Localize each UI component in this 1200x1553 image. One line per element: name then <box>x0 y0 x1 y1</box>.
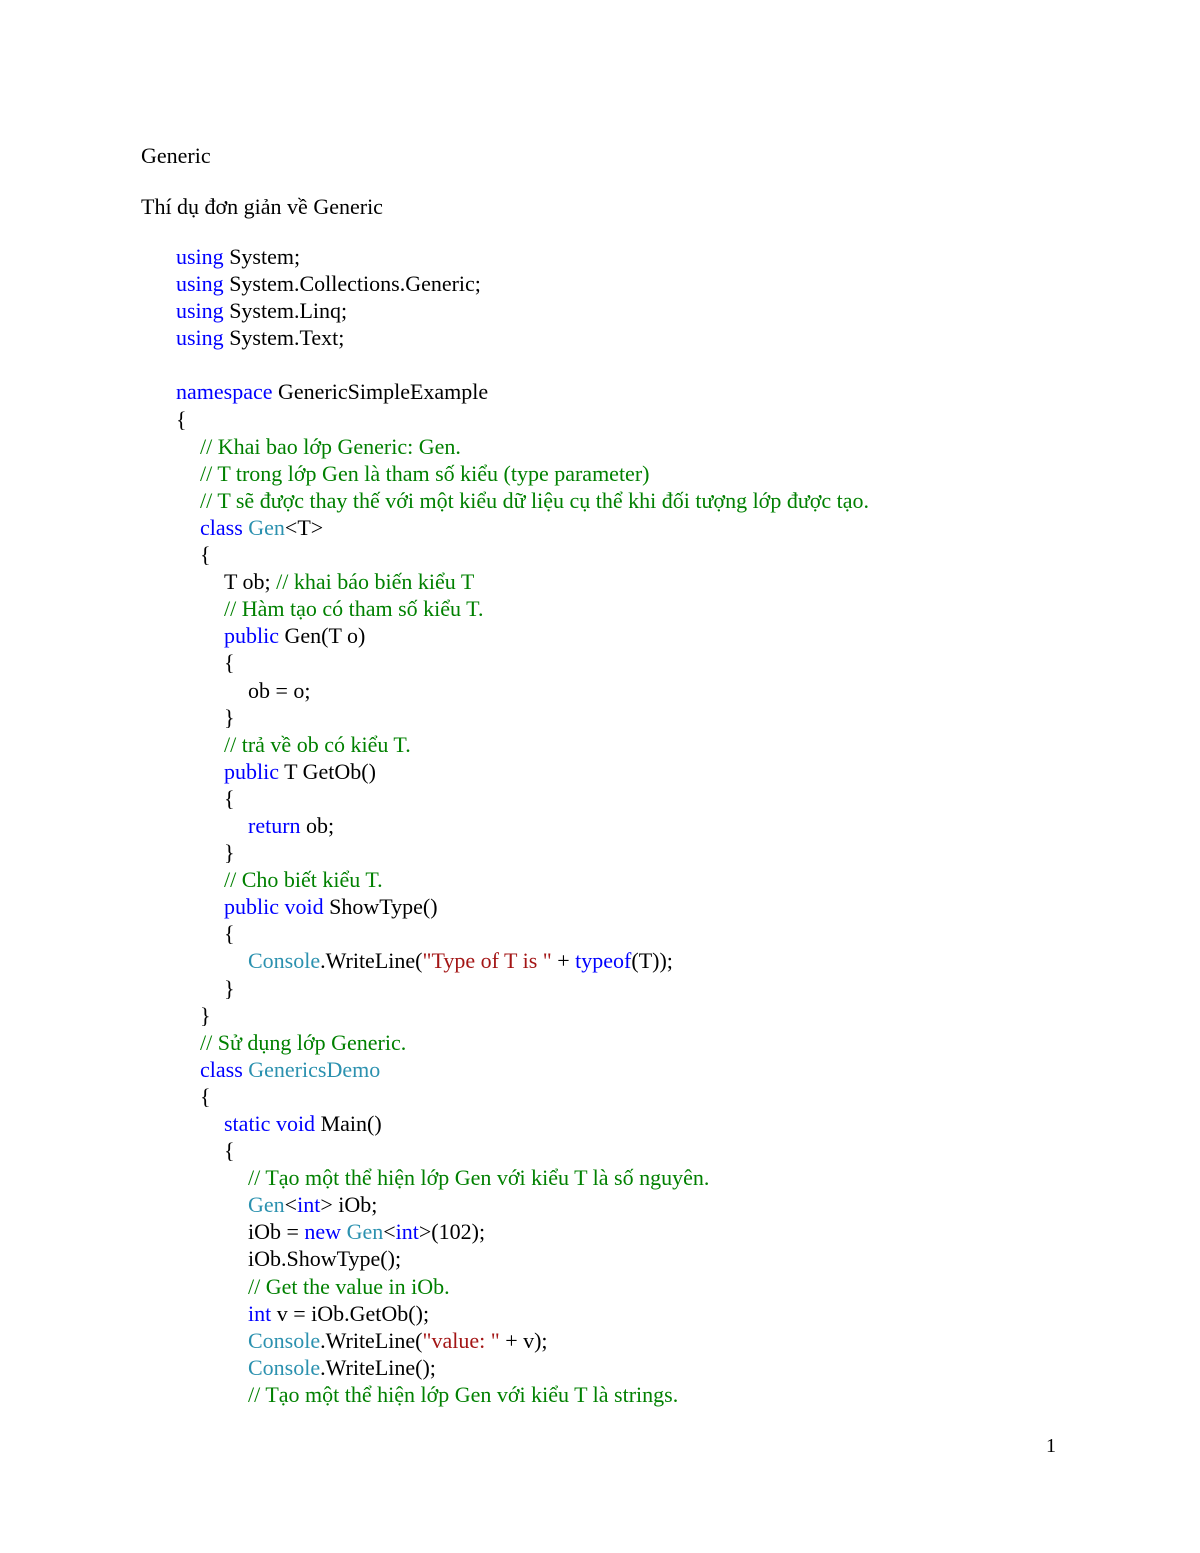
code-line <box>176 1056 1136 1083</box>
code-line <box>176 920 1136 947</box>
code-token-keyword: public <box>224 758 279 784</box>
code-token-plain: <T> <box>284 514 324 540</box>
code-token-comment: // Khai bao lớp Generic: Gen. <box>200 433 461 459</box>
code-token-keyword: new <box>304 1219 342 1245</box>
code-token-keyword: namespace <box>176 379 273 405</box>
code-token-plain: >(102); <box>418 1219 486 1245</box>
code-line <box>176 487 1136 514</box>
code-line <box>176 406 1136 433</box>
page-number: 1 <box>1046 1435 1056 1457</box>
code-line <box>176 1273 1136 1300</box>
code-line <box>176 1245 1136 1272</box>
code-token-plain: Main() <box>315 1111 382 1136</box>
code-token-plain: ob = o; <box>248 677 311 703</box>
code-token-plain: System.Text; <box>223 325 345 351</box>
code-token-type: Console <box>248 948 321 974</box>
code-token-plain: Gen(T o) <box>279 623 366 649</box>
code-block <box>176 243 1136 1408</box>
code-token-type: GenericsDemo <box>248 1056 381 1082</box>
code-line <box>176 731 1136 758</box>
code-line <box>176 622 1136 649</box>
code-line <box>176 243 1136 270</box>
code-token-plain: { <box>224 785 235 811</box>
code-line <box>176 514 1136 541</box>
code-line <box>176 1137 1136 1164</box>
code-token-type: Console <box>248 1354 321 1380</box>
code-token-comment: // Tạo một thể hiện lớp Gen với kiểu T là strings. <box>248 1381 679 1407</box>
code-token-plain: System; <box>223 244 301 269</box>
code-line <box>176 1381 1136 1408</box>
code-token-plain: iOb.ShowType(); <box>248 1246 402 1272</box>
code-token-plain: > iOb; <box>320 1192 378 1218</box>
code-line <box>176 270 1136 297</box>
code-token-keyword: using <box>176 298 224 324</box>
code-line <box>176 568 1136 595</box>
code-line <box>176 812 1136 839</box>
code-token-plain: System.Linq; <box>223 298 348 324</box>
code-token-type: Gen <box>248 514 285 540</box>
code-token-comment: // Hàm tạo có tham số kiểu T. <box>224 596 484 622</box>
code-line <box>176 704 1136 731</box>
code-token-plain: } <box>224 975 235 1001</box>
code-token-plain: { <box>200 1083 211 1109</box>
code-token-plain: } <box>200 1002 211 1028</box>
code-line <box>176 866 1136 893</box>
code-line <box>176 595 1136 622</box>
code-line <box>176 677 1136 704</box>
code-line <box>176 1110 1136 1137</box>
code-token-keyword: public <box>224 623 279 649</box>
code-line <box>176 460 1136 487</box>
code-token-comment: // T trong lớp Gen là tham số kiểu (type parameter) <box>200 460 650 486</box>
code-token-comment: // Sử dụng lớp Generic. <box>200 1029 407 1055</box>
code-token-plain: { <box>200 542 211 568</box>
code-line <box>176 975 1136 1002</box>
code-line <box>176 351 1136 378</box>
code-token-plain: iOb = <box>248 1219 305 1245</box>
code-line <box>176 378 1136 405</box>
code-line <box>176 1029 1136 1056</box>
code-line <box>176 1002 1136 1029</box>
code-line <box>176 893 1136 920</box>
code-line <box>176 839 1136 866</box>
code-token-type: Gen <box>346 1219 384 1245</box>
code-line <box>176 947 1136 974</box>
code-token-plain: v = iOb.GetOb(); <box>271 1300 430 1326</box>
code-line <box>176 1354 1136 1381</box>
code-token-type: Console <box>248 1327 321 1353</box>
code-token-comment: // T sẽ được thay thế với một kiểu dữ liệu cụ thể khi đối tượng lớp được tạo. <box>200 487 870 513</box>
code-token-plain: ob; <box>300 812 335 838</box>
code-token-string: "value: " <box>422 1327 500 1353</box>
code-line <box>176 1191 1136 1218</box>
code-line <box>176 297 1136 324</box>
code-token-plain: (T)); <box>631 948 673 974</box>
code-line <box>176 649 1136 676</box>
code-line <box>176 785 1136 812</box>
code-token-keyword: void <box>284 894 324 920</box>
code-line <box>176 758 1136 785</box>
code-token-keyword: void <box>275 1111 316 1136</box>
code-token-plain: { <box>224 921 235 947</box>
code-token-plain: T ob; <box>224 569 277 595</box>
code-token-keyword: using <box>176 271 224 297</box>
code-token-keyword: int <box>297 1192 321 1218</box>
code-token-comment: // Cho biết kiểu T. <box>224 867 383 893</box>
code-token-plain: + <box>551 948 576 974</box>
document-title: Generic <box>141 143 211 168</box>
code-token-comment: // khai báo biến kiểu T <box>276 569 475 595</box>
code-token-plain: { <box>224 650 235 676</box>
code-token-plain: .WriteLine(); <box>320 1354 436 1380</box>
code-token-plain: { <box>224 1138 235 1164</box>
code-token-keyword: typeof <box>575 948 632 974</box>
code-token-keyword: static <box>224 1111 271 1136</box>
code-line <box>176 433 1136 460</box>
code-token-plain: } <box>224 704 235 730</box>
document-subtitle: Thí dụ đơn giản về Generic <box>141 194 383 219</box>
code-token-keyword: public <box>224 894 279 920</box>
code-token-keyword: class <box>200 1056 243 1082</box>
code-token-plain: < <box>383 1219 396 1245</box>
code-line <box>176 324 1136 351</box>
code-token-plain: .WriteLine( <box>320 948 423 974</box>
code-token-type: Gen <box>248 1192 285 1218</box>
code-line <box>176 1300 1136 1327</box>
code-token-plain: ShowType() <box>323 894 438 920</box>
code-token-plain: + v); <box>499 1327 548 1353</box>
code-token-plain: GenericSimpleExample <box>272 379 489 405</box>
code-line <box>176 1164 1136 1191</box>
code-token-string: "Type of T is " <box>422 948 552 974</box>
code-line <box>176 1327 1136 1354</box>
code-token-comment: // Tạo một thể hiện lớp Gen với kiểu T là số nguyên. <box>248 1165 710 1191</box>
code-line <box>176 1083 1136 1110</box>
code-token-plain: T GetOb() <box>279 758 376 784</box>
code-token-comment: // trả về ob có kiểu T. <box>224 731 411 757</box>
code-token-plain: } <box>224 840 235 866</box>
code-token-plain: .WriteLine( <box>320 1327 423 1353</box>
code-line <box>176 1218 1136 1245</box>
code-token-keyword: int <box>395 1219 419 1245</box>
code-token-keyword: int <box>248 1300 272 1326</box>
code-line <box>176 541 1136 568</box>
code-token-plain: System.Collections.Generic; <box>223 271 481 297</box>
code-token-plain: < <box>284 1192 298 1218</box>
code-token-keyword: return <box>248 812 301 838</box>
code-token-keyword: using <box>176 325 224 351</box>
code-token-keyword: using <box>176 244 224 269</box>
code-token-plain: { <box>176 406 187 432</box>
code-token-comment: // Get the value in iOb. <box>248 1273 450 1299</box>
code-token-keyword: class <box>200 514 243 540</box>
